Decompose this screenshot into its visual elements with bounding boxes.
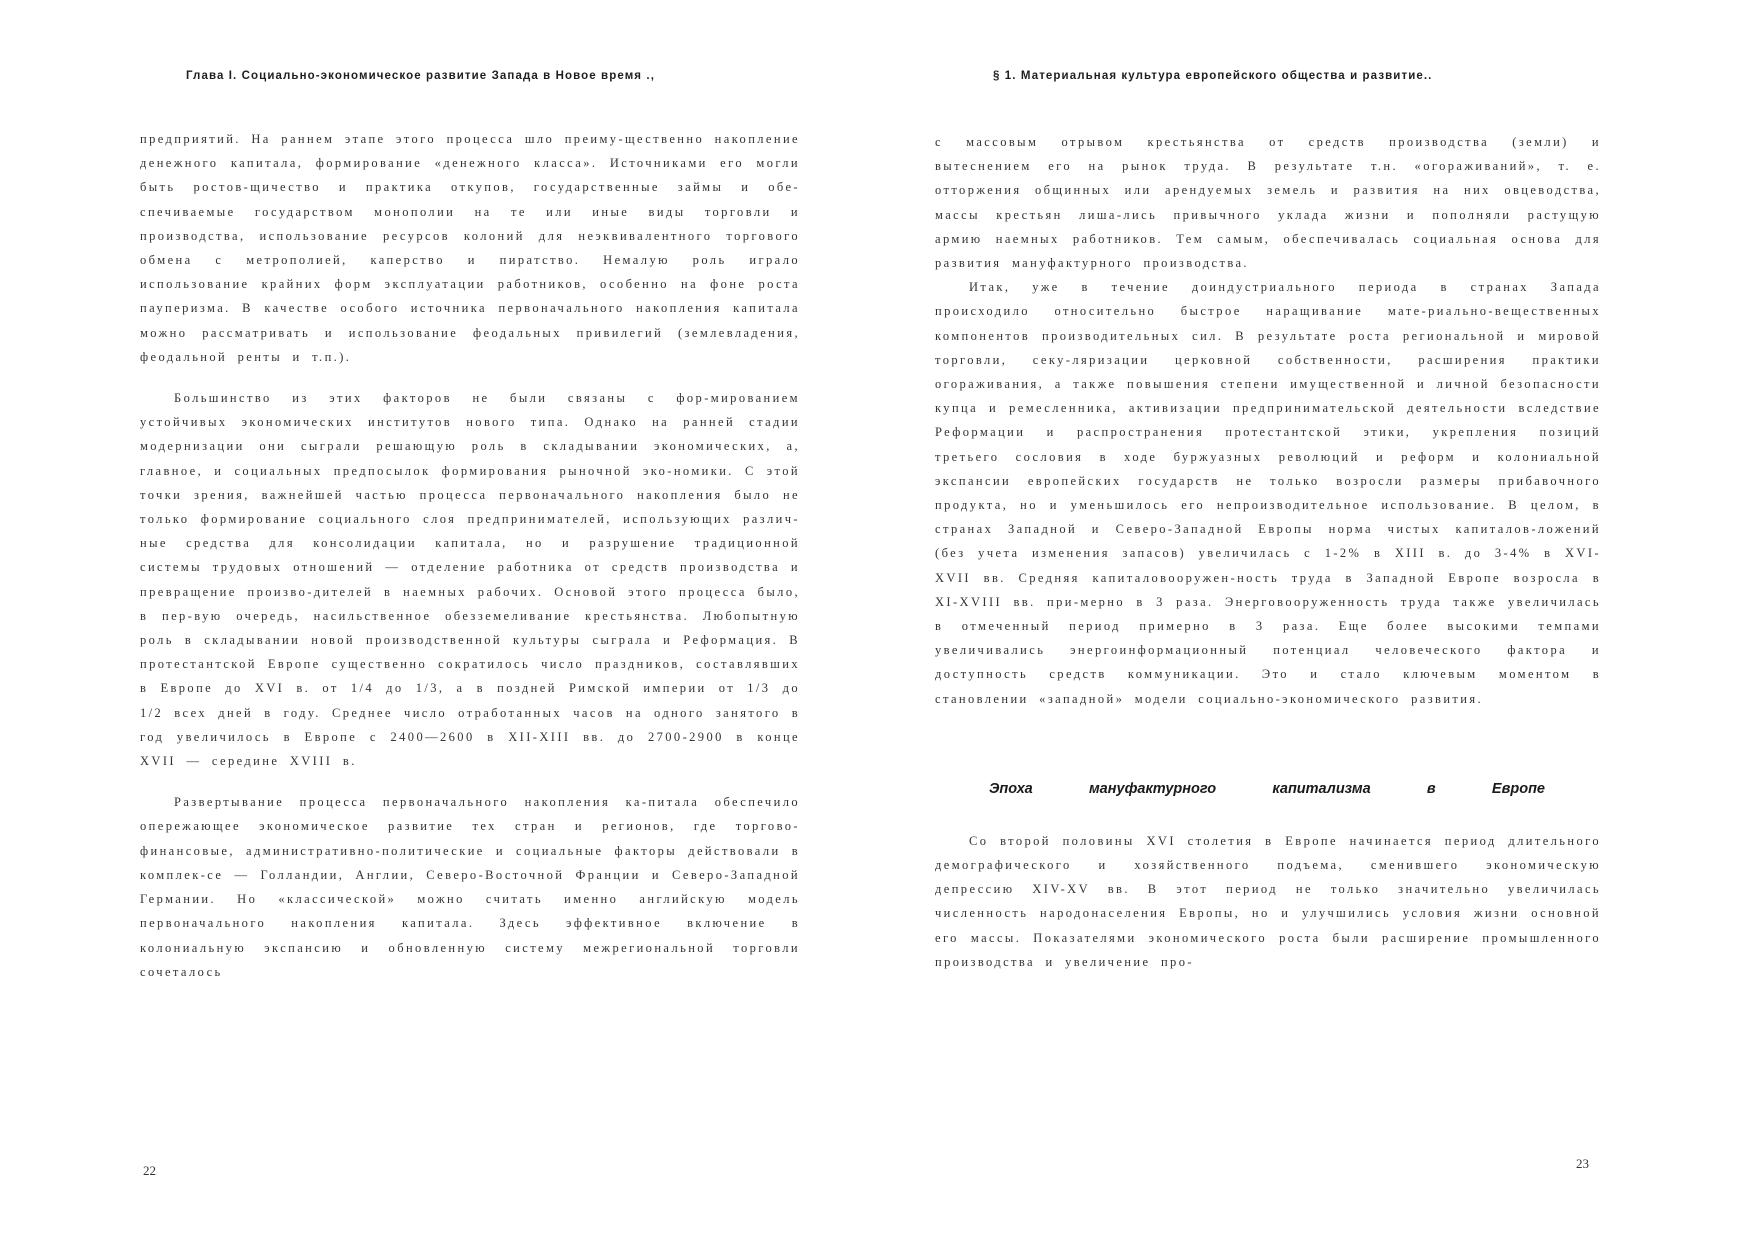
right-page <box>877 0 1754 1239</box>
section-heading-word: мануфактурного <box>1088 780 1217 797</box>
right-paragraph-1: с массовым отрывом крестьянства от средств производства (земли) и вытеснением его на рынок труда. В результате т.н. «огораживаний», т. е. отторжения общинных или арендуемых земель и развития на них овцеводства, массы крестьян лиша-лись привычного уклада жизни и пополняли растущую армию наемных работников. Тем самым, обеспечивалась социальная основа для развития мануфактурного производства. <box>935 135 1601 271</box>
left-page-number: 22 <box>143 1163 156 1178</box>
section-heading-word: капитализма <box>1272 780 1371 797</box>
left-running-head: Глава I. Социально-экономическое развитие Запада в Новое время ., <box>186 70 656 82</box>
left-body-text <box>140 127 800 984</box>
section-heading-word: Эпоха <box>989 780 1033 797</box>
right-section-paragraph-1: Со второй половины XVI столетия в Европе начинается период длительного демографического и хозяйственного подъема, сменившего экономическую депрессию XIV-XV вв. В этот период не только значительно увеличилась численность народонаселения Европы, но и улучшились условия жизни основной его массы. Показателями экономического роста были расширение промышленного производства и увеличение про- <box>935 833 1601 969</box>
left-paragraph-2: Большинство из этих факторов не были связаны с фор-мированием устойчивых экономических институтов нового типа. Однако на ранней стадии модернизации они сыграли решающую роль в складывании экономических, а, главное, и социальных предпосылок формирования рыночной эко-номики. С этой точки зрения, важнейшей частью процесса первоначального накопления было не только формирование социального слоя предпринимателей, использующих различ-ные средства для консолидации капитала, но и разрушение традиционной системы трудовых отношений — отделение работника от средств производства и превращение произво-дителей в наемных рабочих. Основой этого процесса было, в пер-вую очередь, насильственное обезземеливание крестьянства. Любопытную роль в складывании новой производственной культуры сыграла и Реформация. В протестантской Европе существенно сократилось число праздников, составлявших в Европе до XVI в. от 1/4 до 1/3, а в поздней Римской империи от 1/3 до 1/2 всех дней в году. Среднее число отработанных часов на одного занятого в год увеличилось в Европе с 2400—2600 в XII-XIII вв. до 2700-2900 в конце XVII — середине XVIII в. <box>140 391 800 769</box>
right-running-head: § 1. Материальная культура европейского общества и развитие.. <box>993 70 1433 82</box>
left-paragraph-3: Развертывание процесса первоначального накопления ка-питала обеспечило опережающее экономическое развитие тех стран и регионов, где торгово-финансовые, административно-политические и социальные факторы действовали в комплек-се — Голландии, Англии, Северо-Восточной Франции и Северо-Западной Германии. Но «классической» можно считать именно английскую модель первоначального накопления капитала. Здесь эффективное включение в колониальную экспансию и обновленную систему межрегиональной торговли сочеталось <box>140 795 800 979</box>
right-page-number: 23 <box>1576 1156 1589 1171</box>
section-heading-word: в <box>1426 780 1436 797</box>
right-body-text <box>935 130 1601 974</box>
left-paragraph-1: предприятий. На раннем этапе этого процесса шло преиму-щественно накопление денежного капитала, формирование «денежного класса». Источниками его могли быть ростов-щичество и практика откупов, государственные займы и обе-спечиваемые государством монополии на те или иные виды торговли и производства, использование ресурсов колоний для неэквивалентного торгового обмена с метрополией, каперство и пиратство. Немалую роль играло использование крайних форм эксплуатации работников, особенно на фоне роста пауперизма. В качестве особого источника первоначального накопления капитала можно рассматривать и использование феодальных привилегий (землевладения, феодальной ренты и т.п.). <box>140 132 800 364</box>
right-paragraph-2: Итак, уже в течение доиндустриального периода в странах Запада происходило относительно быстрое наращивание мате-риально-вещественных компонентов производительных сил. В результате роста региональной и мировой торговли, секу-ляризации церковной собственности, расширения практики огораживания, а также повышения степени имущественной и личной безопасности купца и ремесленника, активизации предпринимательской деятельности вследствие Реформации и распространения протестантской этики, укрепления позиций третьего сословия в ходе буржуазных революций и реформ и колониальной экспансии европейских государств не только возросли размеры прибавочного продукта, но и уменьшилось его непроизводительное использование. В целом, в странах Западной и Северо-Западной Европы норма чистых капиталов-ложений (без учета изменения запасов) увеличилась с 1-2% в XIII в. до 3-4% в XVI-XVII вв. Средняя капиталовооружен-ность труда в Западной Европе возросла в XI-XVIII вв. при-мерно в 3 раза. Энерговооруженность труда также увеличилась в отмеченный период примерно в 3 раза. Еще более высокими темпами увеличивались энергоинформационный потенциал человеческого фактора и доступность средств коммуникации. Это и стало ключевым моментом в становлении «западной» модели социально-экономического развития. <box>935 280 1601 706</box>
section-heading-word: Европе <box>1491 780 1545 797</box>
section-heading <box>935 779 1601 799</box>
